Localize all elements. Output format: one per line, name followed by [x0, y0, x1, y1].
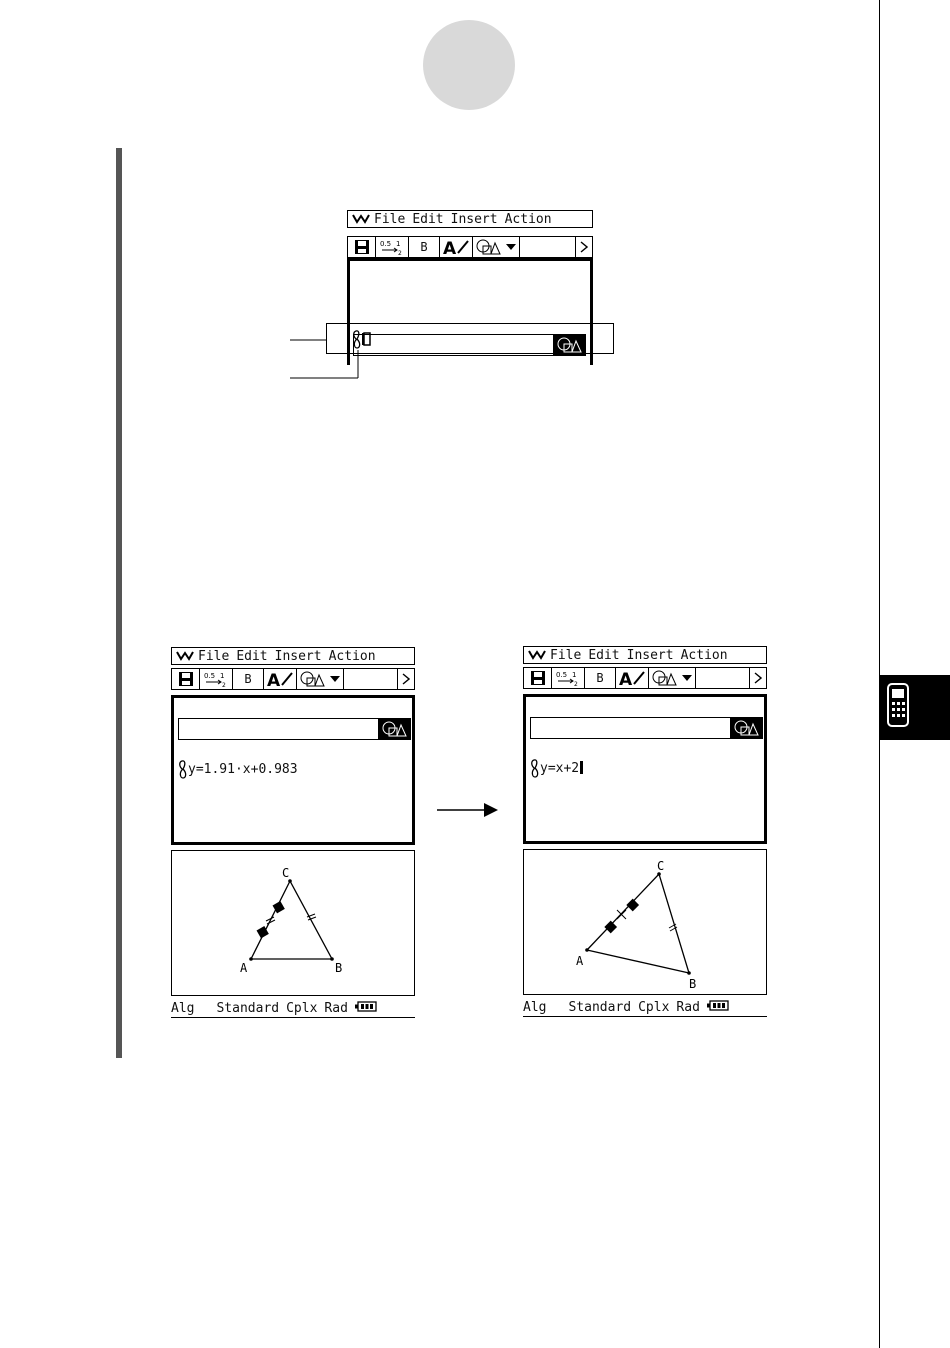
- triangle-figure: [524, 850, 765, 993]
- toolbar-blank: [520, 237, 576, 257]
- scroll-right-icon[interactable]: [398, 669, 414, 689]
- callout-lines: [286, 330, 366, 390]
- svg-text:1: 1: [572, 671, 577, 679]
- triangle-down-icon[interactable]: [503, 237, 520, 257]
- section-bar: [116, 148, 122, 1058]
- menu-insert[interactable]: Insert: [450, 211, 498, 227]
- panel-top-border: [347, 258, 593, 261]
- svg-text:2: 2: [574, 681, 578, 687]
- menu-edit[interactable]: Edit: [236, 648, 268, 664]
- status-angle[interactable]: Rad: [324, 1001, 348, 1016]
- svg-text:2: 2: [398, 250, 402, 256]
- right-screenshot: [523, 646, 767, 1018]
- link-symbol-icon: [178, 760, 188, 784]
- bold-button[interactable]: B: [233, 669, 264, 689]
- triangle-down-icon[interactable]: [327, 669, 344, 689]
- menu-action[interactable]: Action: [680, 647, 728, 663]
- toolbar: [171, 668, 415, 690]
- menu-file[interactable]: File: [374, 211, 406, 227]
- point-c-label: C: [282, 866, 290, 880]
- point-c-label: C: [657, 859, 665, 873]
- geometry-window[interactable]: [523, 849, 767, 995]
- point-a-label: A: [240, 961, 248, 975]
- chevron-down-icon[interactable]: [524, 650, 550, 660]
- text-pen-icon[interactable]: [264, 669, 297, 689]
- geometry-link-icon[interactable]: [378, 719, 410, 739]
- point-a-label: A: [576, 954, 584, 968]
- menu-action[interactable]: Action: [504, 211, 552, 227]
- geometry-link-icon[interactable]: [730, 718, 762, 738]
- decimal-fraction-icon[interactable]: [376, 237, 409, 257]
- menu-bar: [171, 647, 415, 665]
- chevron-down-icon[interactable]: [172, 651, 198, 661]
- line-expression[interactable]: y=1.91·x+0.983: [188, 762, 298, 777]
- battery-icon: [355, 1001, 377, 1016]
- text-pen-icon[interactable]: [440, 237, 473, 257]
- menu-bar: [523, 646, 767, 664]
- save-icon[interactable]: [172, 669, 200, 689]
- status-format[interactable]: Standard: [568, 1000, 632, 1015]
- geometry-input-field[interactable]: [530, 717, 763, 739]
- svg-text:A: A: [443, 239, 457, 256]
- status-format[interactable]: Standard: [216, 1001, 280, 1016]
- toolbar-blank: [344, 669, 398, 689]
- left-screenshot: [171, 647, 415, 1019]
- svg-text:0.5: 0.5: [380, 240, 392, 248]
- status-complex[interactable]: Cplx: [286, 1001, 318, 1016]
- link-symbol-icon: [530, 759, 540, 783]
- status-mode[interactable]: Alg: [171, 1001, 195, 1016]
- geometry-shapes-icon[interactable]: [473, 237, 503, 257]
- calculator-icon: [880, 675, 950, 740]
- menu-insert[interactable]: Insert: [626, 647, 674, 663]
- scroll-right-icon[interactable]: [750, 668, 766, 688]
- svg-text:1: 1: [220, 672, 225, 680]
- chapter-marker-circle: [423, 20, 515, 110]
- menu-file[interactable]: File: [198, 648, 230, 664]
- save-icon[interactable]: [348, 237, 376, 257]
- point-b-label: B: [689, 977, 697, 991]
- svg-text:0.5: 0.5: [204, 672, 216, 680]
- battery-icon: [707, 1000, 729, 1015]
- decimal-fraction-icon[interactable]: [552, 668, 585, 688]
- geometry-shapes-icon[interactable]: [297, 669, 327, 689]
- bold-button[interactable]: B: [585, 668, 616, 688]
- toolbar-blank: [696, 668, 750, 688]
- eactivity-panel: [171, 695, 415, 845]
- line-expression[interactable]: y=x+2: [540, 761, 580, 776]
- svg-text:A: A: [267, 671, 281, 688]
- triangle-figure: [172, 851, 413, 994]
- svg-text:1: 1: [396, 240, 401, 248]
- svg-text:A: A: [619, 670, 633, 687]
- eactivity-panel: [523, 694, 767, 844]
- text-cursor: [580, 761, 583, 774]
- geometry-input-field[interactable]: [178, 718, 411, 740]
- menu-file[interactable]: File: [550, 647, 582, 663]
- geometry-shapes-icon[interactable]: [649, 668, 679, 688]
- triangle-down-icon[interactable]: [679, 668, 696, 688]
- status-bar: [171, 1000, 415, 1018]
- menu-edit[interactable]: Edit: [412, 211, 444, 227]
- bold-button[interactable]: B: [409, 237, 440, 257]
- decimal-fraction-icon[interactable]: [200, 669, 233, 689]
- menu-bar: [347, 210, 593, 228]
- menu-insert[interactable]: Insert: [274, 648, 322, 664]
- chevron-down-icon[interactable]: [348, 214, 374, 224]
- chapter-tab: [880, 675, 950, 740]
- scroll-right-icon[interactable]: [576, 237, 592, 257]
- svg-text:0.5: 0.5: [556, 671, 568, 679]
- menu-edit[interactable]: Edit: [588, 647, 620, 663]
- margin-rule: [879, 0, 880, 1348]
- status-bar: [523, 999, 767, 1017]
- toolbar: [523, 667, 767, 689]
- save-icon[interactable]: [524, 668, 552, 688]
- transition-arrow: [436, 800, 500, 820]
- point-b-label: B: [335, 961, 343, 975]
- status-mode[interactable]: Alg: [523, 1000, 547, 1015]
- status-complex[interactable]: Cplx: [638, 1000, 670, 1015]
- line-expression-editing[interactable]: [540, 761, 583, 776]
- status-angle[interactable]: Rad: [676, 1000, 700, 1015]
- svg-text:2: 2: [222, 682, 226, 688]
- menu-action[interactable]: Action: [328, 648, 376, 664]
- text-pen-icon[interactable]: [616, 668, 649, 688]
- toolbar: [347, 236, 593, 258]
- geometry-window[interactable]: [171, 850, 415, 996]
